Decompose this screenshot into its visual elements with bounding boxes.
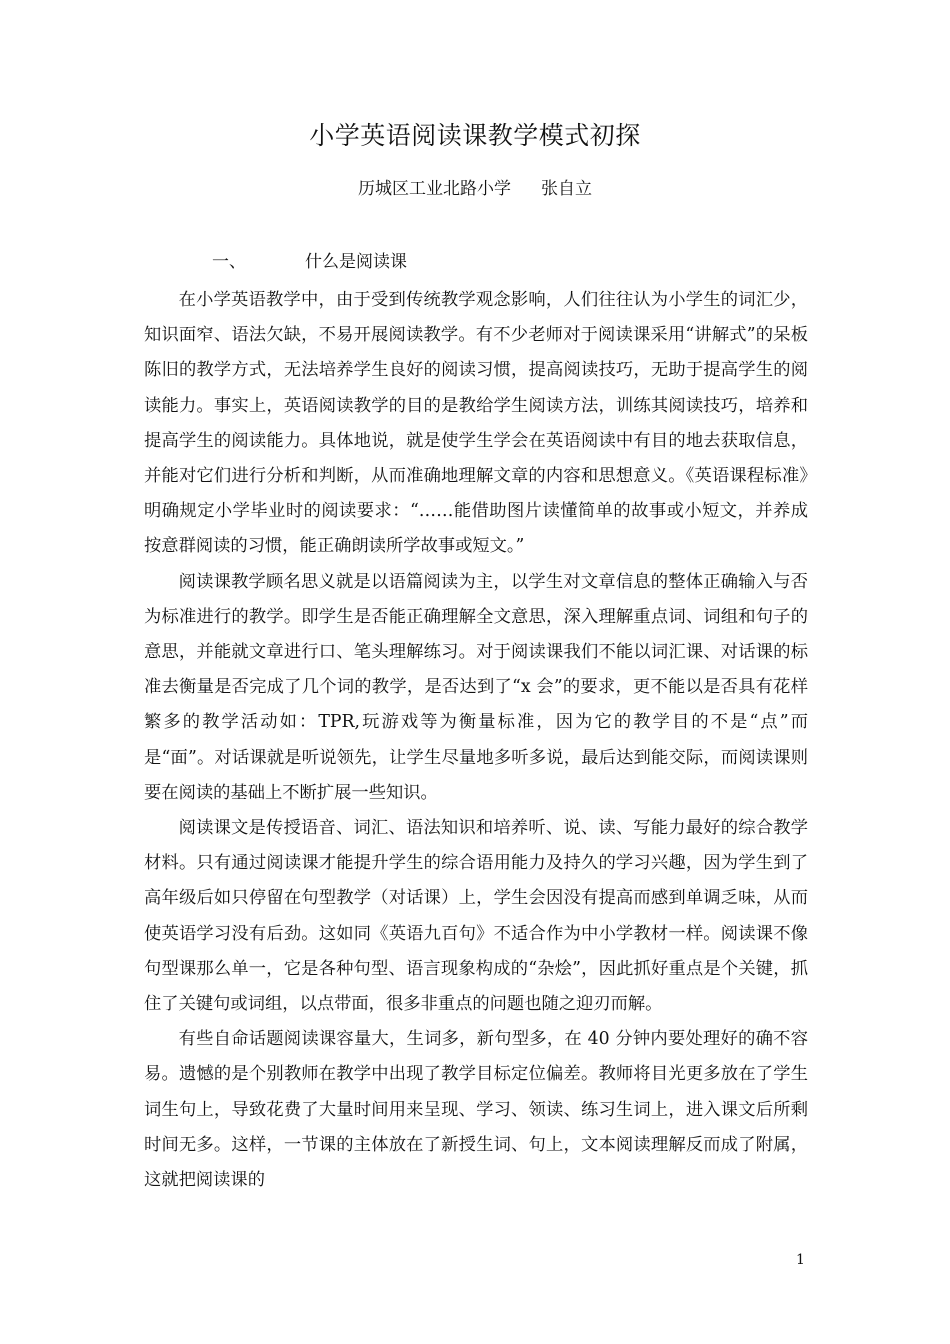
section-heading [212,247,407,272]
school-name: 历城区工业北路小学 [358,179,511,199]
paragraph: 阅读课文是传授语音、词汇、语法知识和培养听、说、读、写能力最好的综合教学材料。只有通过阅读课才能提升学生的综合语用能力及持久的学习兴趣，因为学生到了高年级后如只停留在句型教学（对话课）上，学生会因没有提高而感到单调乏味，从而使英语学习没有后劲。这如同《英语九百句》不适合作为中小学教材一样。阅读课不像句型课那么单一，它是各种句型、语言现象构成的“杂烩”，因此抓好重点是个关键，抓住了关键句或词组，以点带面，很多非重点的问题也随之迎刃而解。 [144,818,808,1015]
byline [0,174,950,199]
page-number: 1 [796,1252,805,1268]
body-text [144,283,808,1198]
section-title: 什么是阅读课 [305,252,407,272]
document-title: 小学英语阅读课教学模式初探 [309,121,641,150]
author-name: 张自立 [541,179,592,199]
paragraph: 有些自命话题阅读课容量大，生词多，新句型多，在 40 分钟内要处理好的确不容易。遗憾的是个别教师在教学中出现了教学目标定位偏差。教师将目光更多放在了学生词生句上，导致花费了大量时间用来呈现、学习、领读、练习生词上，进入课文后所剩时间无多。这样，一节课的主体放在了新授生词、句上，文本阅读理解反而成了附属，这就把阅读课的 [144,1029,808,1191]
paragraph: 阅读课教学顾名思义就是以语篇阅读为主，以学生对文章信息的整体正确输入与否为标准进行的教学。即学生是否能正确理解全文意思，深入理解重点词、词组和句子的意思，并能就文章进行口、笔头理解练习。对于阅读课我们不能以词汇课、对话课的标准去衡量是否完成了几个词的教学，是否达到了“x 会”的要求，更不能以是否具有花样繁多的教学活动如：TPR,玩游戏等为衡量标准，因为它的教学目的不是“点”而是“面”。对话课就是听说领先，让学生尽量地多听多说，最后达到能交际，而阅读课则要在阅读的基础上不断扩展一些知识。 [144,571,808,803]
paragraph: 在小学英语教学中，由于受到传统教学观念影响，人们往往认为小学生的词汇少，知识面窄、语法欠缺，不易开展阅读教学。有不少老师对于阅读课采用“讲解式”的呆板陈旧的教学方式，无法培养学生良好的阅读习惯，提高阅读技巧，无助于提高学生的阅读能力。事实上，英语阅读教学的目的是教给学生阅读方法，训练其阅读技巧，培养和提高学生的阅读能力。具体地说，就是使学生学会在英语阅读中有目的地去获取信息，并能对它们进行分析和判断，从而准确地理解文章的内容和思想意义。《英语课程标准》明确规定小学毕业时的阅读要求：“……能借助图片读懂简单的故事或小短文，并养成按意群阅读的习惯，能正确朗读所学故事或短文。” [144,290,808,557]
section-number: 一、 [212,252,246,272]
